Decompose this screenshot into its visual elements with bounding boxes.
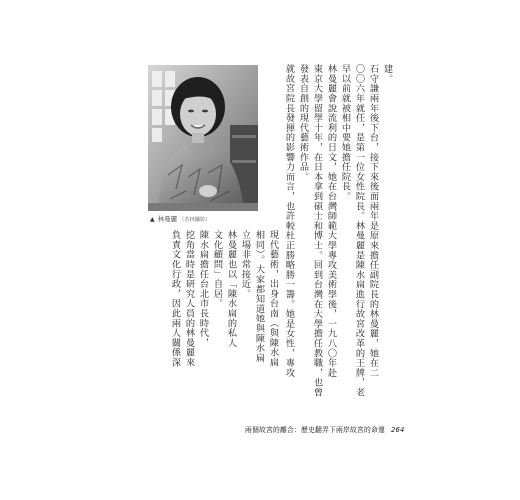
text-column-3: 〇〇六年就任，是第一位女性院長。林曼麗是陳水扁進行故宮改革的王牌，老 <box>353 64 365 398</box>
caption-triangle-icon: ▲ <box>150 216 155 223</box>
caption-credit: （若林攝影） <box>179 217 211 223</box>
text-column-13: 文化顧問」自居。 <box>211 230 223 309</box>
text-column-8: 就故宮院長發揮的影響力而言，也許較杜正勝略勝一籌。她是女性，專攻 <box>283 64 295 378</box>
caption-name: 林曼麗 <box>157 215 178 223</box>
text-column-14: 陳水扁擔任台北市長時代， <box>197 230 209 348</box>
text-column-6: 東京大學留學十年，在日本拿到碩士和博士。回到台灣在大學擔任教職，也曾 <box>311 64 323 398</box>
text-column-16: 負責文化行政，因此兩人關係深 <box>169 230 181 368</box>
running-footer <box>245 424 405 434</box>
text-column-12: 林曼麗也以「陳水扁的私人 <box>225 230 237 348</box>
text-column-7: 發表自創的現代藝術作品。 <box>297 64 309 182</box>
text-column-4: 早以前就被相中要她擔任院長。 <box>339 64 351 202</box>
text-column-10: 相同）。大家都知道她與陳水扁 <box>253 230 265 363</box>
text-column-9: 現代藝術，出身台南（與陳水扁 <box>267 230 279 368</box>
text-column-2: 石守謙兩年後下台，接下來後面兩年是原來擔任副院長的林曼麗，她在二 <box>367 64 379 378</box>
page-number: 264 <box>390 426 405 434</box>
photo-caption <box>150 214 210 223</box>
portrait-image <box>148 65 258 211</box>
book-title: 兩個故宮的離合：歷史翻弄下兩岸故宮的命運 <box>245 426 385 434</box>
text-column-15: 挖角當時是研究人員的林曼麗來 <box>183 230 195 368</box>
portrait-photo <box>148 65 258 211</box>
text-column-11: 立場非常接近。 <box>239 230 251 299</box>
text-column-5: 林曼麗會說流利的日文，她在台灣師範大學專攻美術學後，一九八〇年赴 <box>325 64 337 378</box>
text-column-1: 建。 <box>381 64 393 84</box>
